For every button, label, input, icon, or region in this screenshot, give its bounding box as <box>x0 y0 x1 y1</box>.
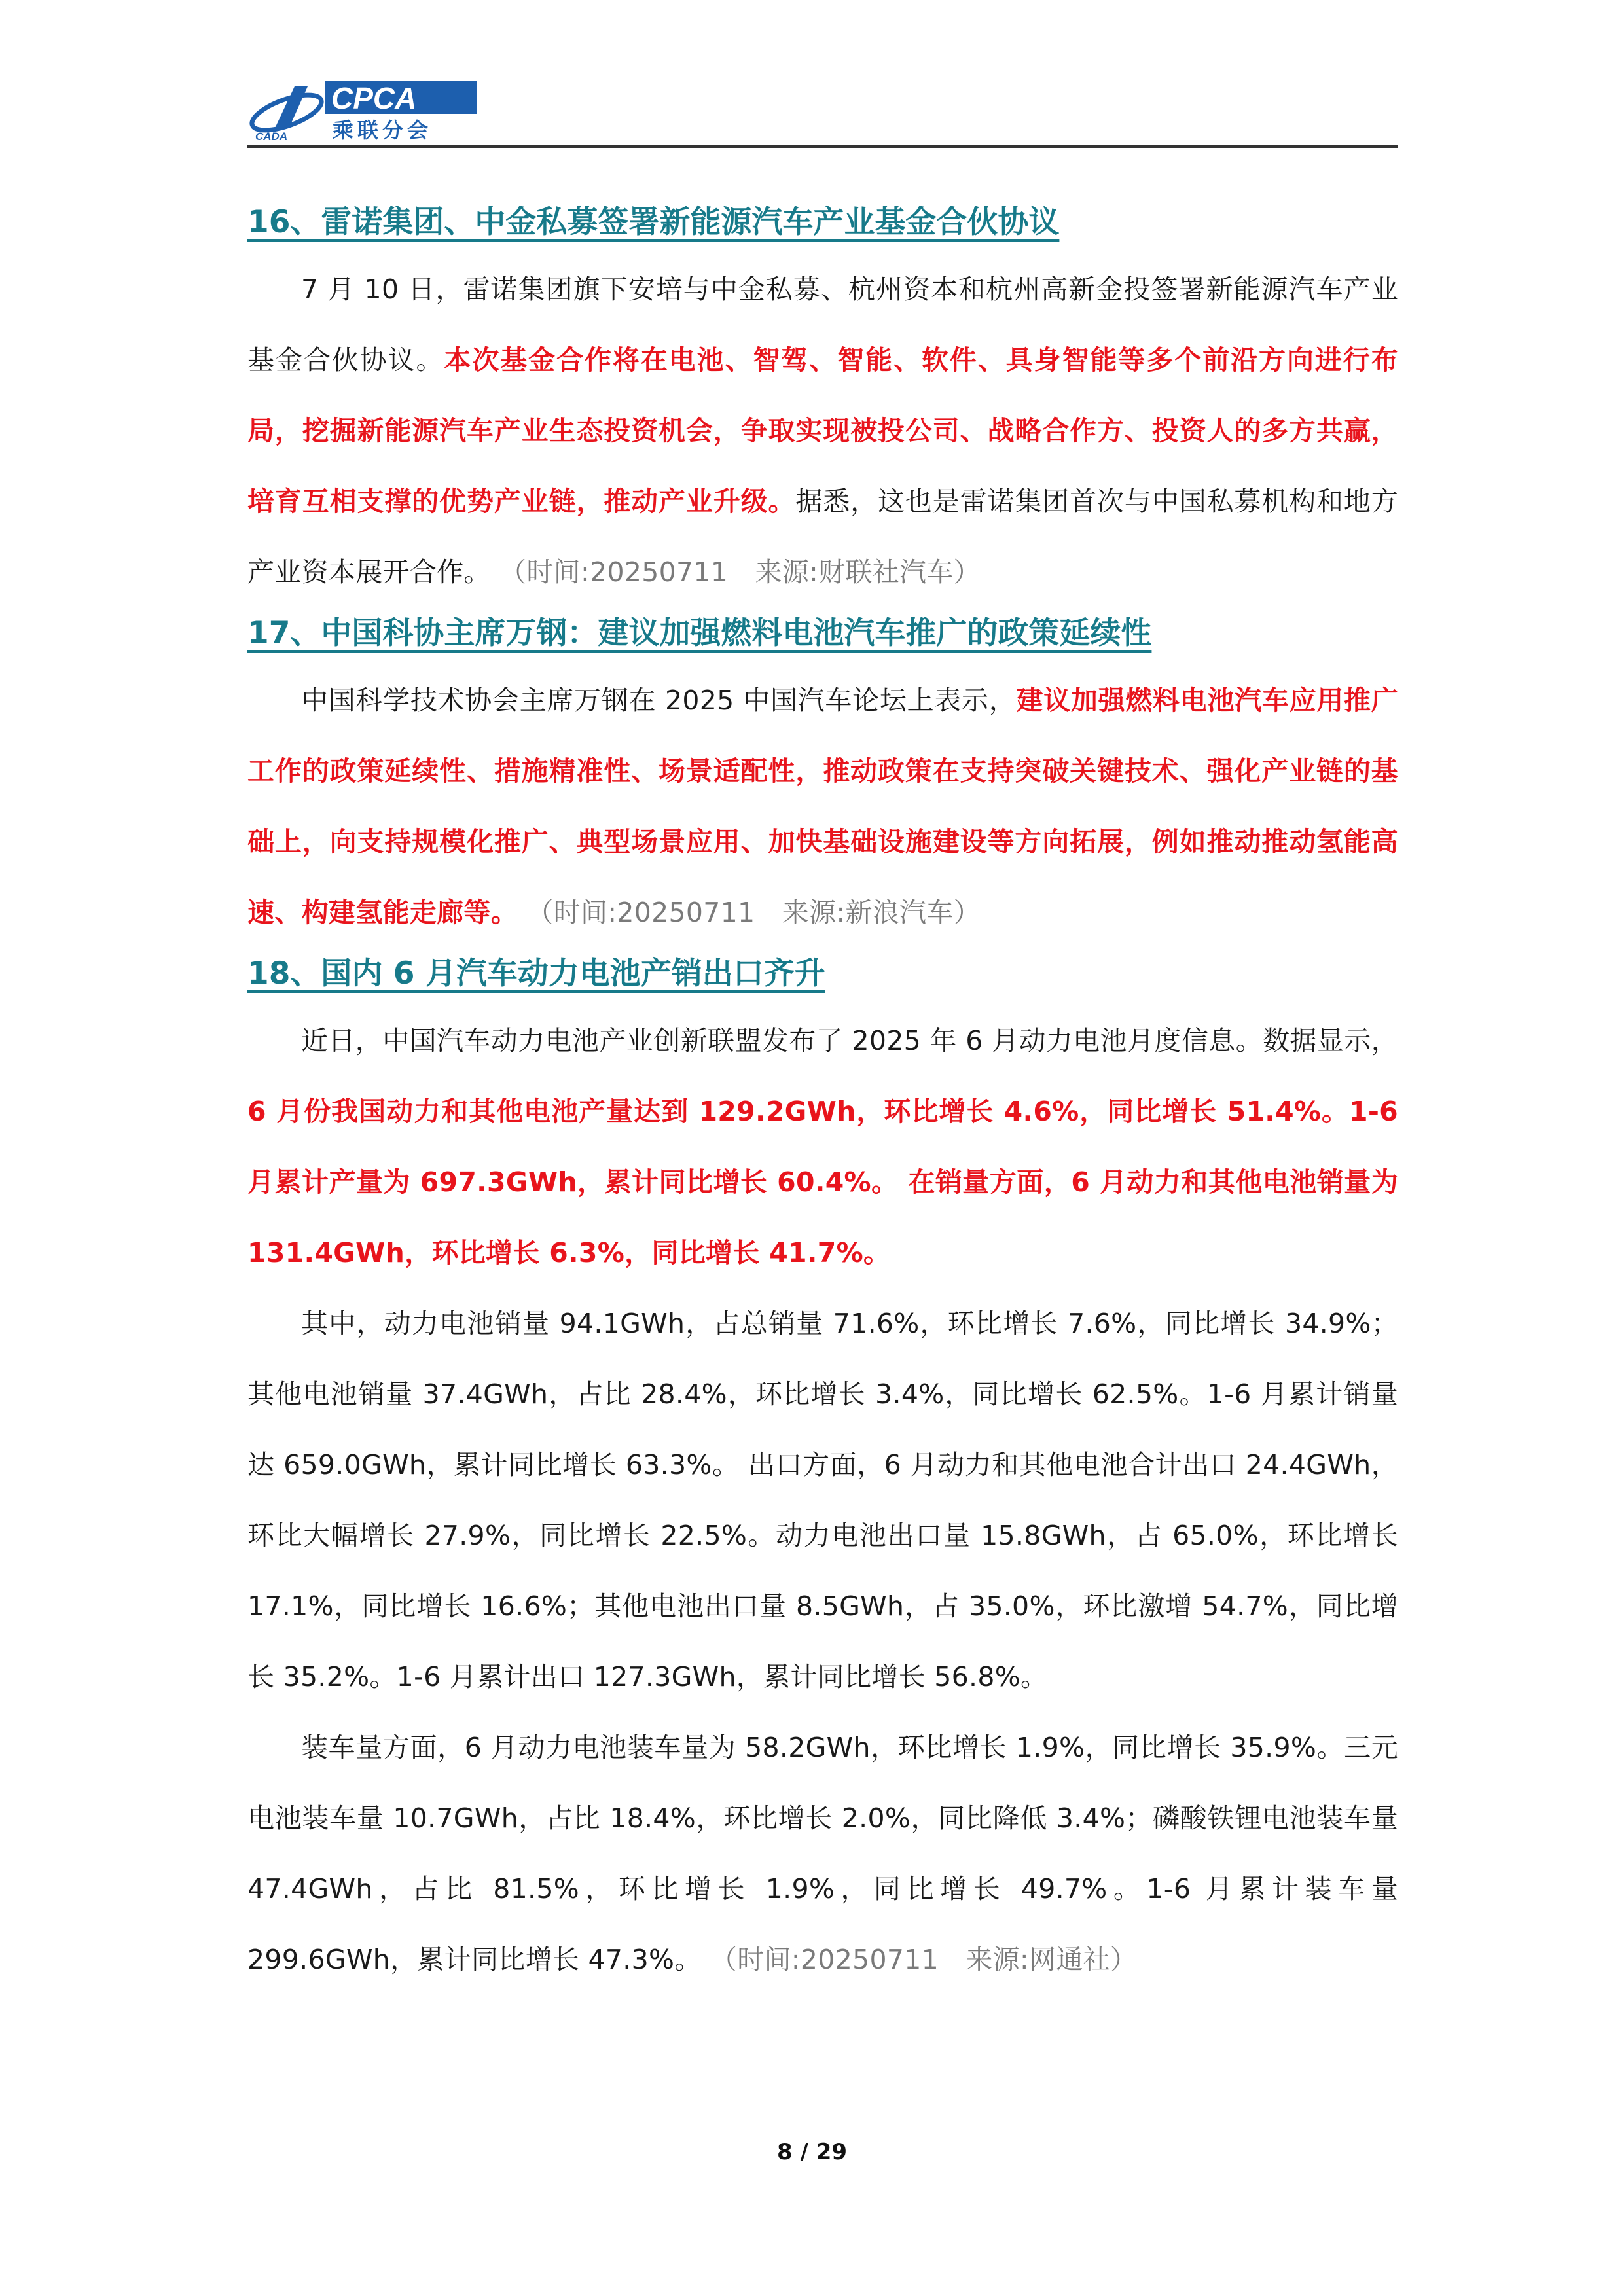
section-title-17: 17、中国科协主席万钢：建议加强燃料电池汽车推广的政策延续性 <box>247 615 1152 651</box>
logo-chinese-text: 乘联分会 <box>333 118 433 143</box>
section-title-16: 16、雷诺集团、中金私募签署新能源汽车产业基金合伙协议 <box>247 204 1060 240</box>
source-note: （时间:20250711 来源:新浪汽车） <box>526 897 981 928</box>
cpca-logo <box>247 72 483 144</box>
cpca-logo-graphic <box>247 72 483 144</box>
source-note: （时间:20250711 来源:网通社） <box>710 1944 1138 1975</box>
section-16-paragraph: 7 月 10 日，雷诺集团旗下安培与中金私募、杭州资本和杭州高新金投签署新能源汽车产业基金合伙协议。本次基金合作将在电池、智驾、智能、软件、具身智能等多个前沿方向进行布局，挖掘新能源汽车产业生态投资机会，争取实现被投公司、战略合作方、投资人的多方共赢，培育互相支撑的优势产业链，推动产业升级。据悉，这也是雷诺集团首次与中国私募机构和地方产业资本展开合作。 （时间:20250711 来源:财联社汽车） <box>247 274 1398 588</box>
section-18-paragraph-2: 其中，动力电池销量 94.1GWh，占总销量 71.6%，环比增长 7.6%，同比增长 34.9%；其他电池销量 37.4GWh，占比 28.4%，环比增长 3.4%，同比增长 62.5%。1-6 月累计销量达 659.0GWh，累计同比增长 63.3%。 出口方面，6 月动力和其他电池合计出口 24.4GWh，环比大幅增长 27.9%，同比增长 22.5%。动力电池出口量 15.8GWh，占 65.0%，环比增长 17.1%，同比增长 16.6%；其他电池出口量 8.5GWh，占 35.0%，环比激增 54.7%，同比增长 35.2%。1-6 月累计出口 127.3GWh，累计同比增长 56.8%。 <box>247 1308 1398 1693</box>
page-separator: / <box>800 2139 808 2165</box>
page-header <box>247 65 1398 148</box>
page-total: 29 <box>816 2139 848 2165</box>
logo-small-text: CADA <box>255 130 288 143</box>
source-note: （时间:20250711 来源:财联社汽车） <box>499 556 981 588</box>
section-18-paragraph-3: 装车量方面，6 月动力电池装车量为 58.2GWh，环比增长 1.9%，同比增长 35.9%。三元电池装车量 10.7GWh，占比 18.4%，环比增长 2.0%，同比降低 3.4%；磷酸铁锂电池装车量 47.4GWh，占比 81.5%，环比增长 1.9%，同比增长 49.7%。1-6 月累计装车量 299.6GWh，累计同比增长 47.3%。 （时间:20250711 来源:网通社） <box>247 1732 1399 1975</box>
article-content <box>247 196 1398 1995</box>
page-number <box>0 2139 1624 2165</box>
logo-latin-text: CPCA <box>331 81 417 115</box>
section-title-18: 18、国内 6 月汽车动力电池产销出口齐升 <box>247 956 825 992</box>
page-current: 8 <box>776 2139 793 2165</box>
section-18-paragraph-1: 近日，中国汽车动力电池产业创新联盟发布了 2025 年 6 月动力电池月度信息。数据显示，6 月份我国动力和其他电池产量达到 129.2GWh，环比增长 4.6%，同比增长 51.4%。1-6 月累计产量为 697.3GWh，累计同比增长 60.4%。 在销量方面，6 月动力和其他电池销量为 131.4GWh，环比增长 6.3%，同比增长 41.7%。 <box>247 1025 1398 1268</box>
section-17-paragraph: 中国科学技术协会主席万钢在 2025 中国汽车论坛上表示，建议加强燃料电池汽车应用推广工作的政策延续性、措施精准性、场景适配性，推动政策在支持突破关键技术、强化产业链的基础上，向支持规模化推广、典型场景应用、加快基础设施建设等方向拓展，例如推动推动氢能高速、构建氢能走廊等。 （时间:20250711 来源:新浪汽车） <box>247 685 1399 928</box>
